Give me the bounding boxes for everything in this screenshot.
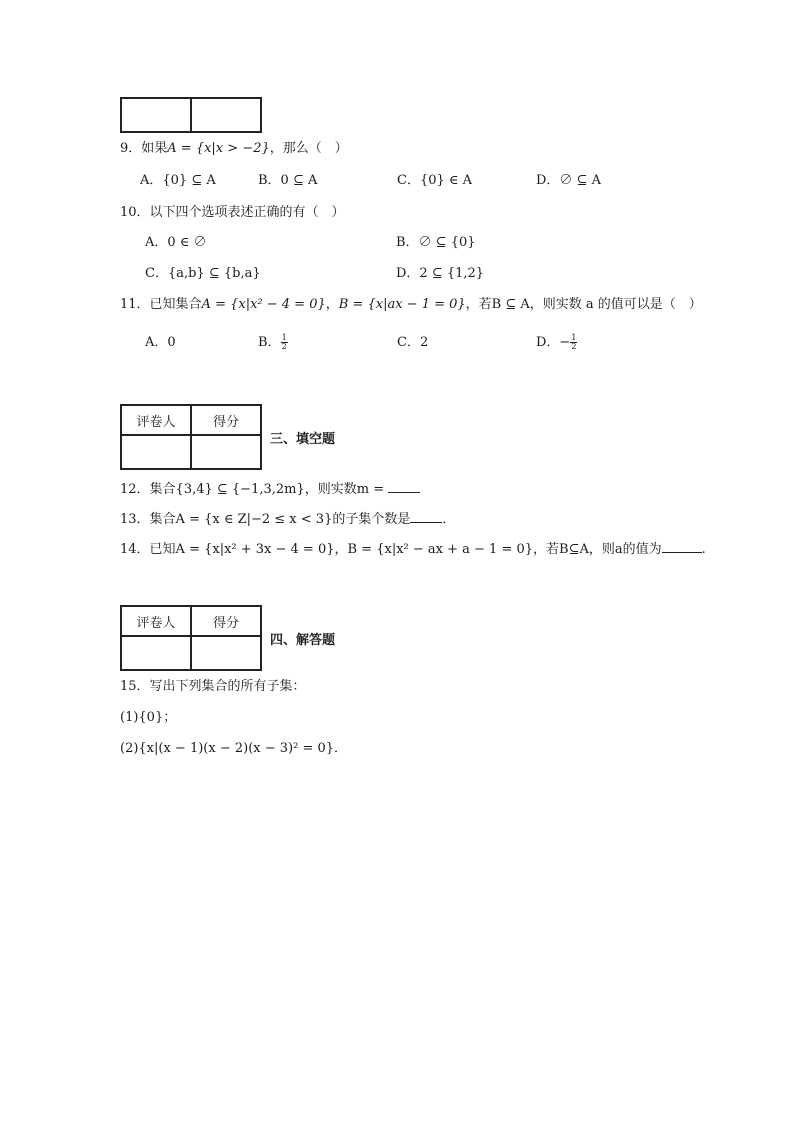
section-3-title: 三、填空题: [270, 432, 336, 447]
q11-option-a: A．0: [145, 335, 176, 350]
q15-part-2: (2){x|(x − 1)(x − 2)(x − 3)² = 0}．: [120, 741, 348, 756]
score-label: 得分: [191, 405, 261, 435]
q11-option-d-fraction: [570, 334, 577, 351]
reviewer-label: 评卷人: [121, 405, 191, 435]
q11-option-c: C．2: [397, 335, 429, 350]
q9-option-d: D．∅ ⊆ A: [536, 173, 601, 188]
question-10: 10．以下四个选项表述正确的有（ ）: [120, 205, 345, 220]
question-13: [120, 508, 455, 529]
q9-tail: ，那么（ ）: [269, 141, 348, 156]
score-table-top: [120, 97, 262, 133]
q15-part-1: (1){0}；: [120, 710, 177, 725]
fraction-denominator: 2: [281, 342, 287, 351]
q14-text: 14．已知A = {x|x² + 3x − 4 = 0}，B = {x|x² − ax + a − 1 = 0}，若B⊆A，则a的值为: [120, 542, 662, 557]
q12-text: 12．集合{3,4} ⊆ {−1,3,2m}，则实数m =: [120, 482, 389, 497]
score-table-section-3: [120, 404, 262, 470]
question-15: 15．写出下列集合的所有子集：: [120, 679, 306, 694]
score-label: 得分: [191, 606, 261, 636]
reviewer-cell: [121, 636, 191, 670]
q11-tail: ，若B ⊆ A，则实数 a 的值可以是（ ）: [465, 297, 702, 312]
q9-option-a: A．{0} ⊆ A: [140, 173, 216, 188]
fraction-numerator: 1: [571, 333, 577, 342]
answer-blank[interactable]: [388, 478, 420, 493]
q11-sep: ，: [325, 297, 339, 312]
q11-stem: 11．已知集合: [120, 297, 202, 312]
q14-end: .: [701, 542, 706, 557]
reviewer-cell: [121, 435, 191, 469]
fraction-numerator: 1: [281, 333, 287, 342]
score-table-section-4: [120, 605, 262, 671]
q9-stem: 9．如果: [120, 141, 168, 156]
q10-option-b: B．∅ ⊆ {0}: [396, 235, 476, 250]
answer-blank[interactable]: [662, 538, 702, 553]
q11-set-b: B = {x|ax − 1 = 0}: [338, 297, 466, 312]
q10-option-d: D．2 ⊆ {1,2}: [396, 266, 485, 281]
q11-option-d: [536, 334, 577, 352]
score-cell: [191, 98, 261, 132]
question-14: [120, 538, 706, 559]
q10-option-c: C．{a,b} ⊆ {b,a}: [145, 266, 261, 281]
question-12: [120, 478, 420, 499]
score-cell: [191, 636, 261, 670]
score-cell: [121, 98, 191, 132]
score-cell: [191, 435, 261, 469]
answer-blank[interactable]: [410, 508, 442, 523]
q11-option-b-fraction: [281, 334, 288, 351]
q13-text: 13．集合A = {x ∈ Z|−2 ≤ x < 3}的子集个数是: [120, 512, 411, 527]
q9-set: A = {x|x > −2}: [167, 141, 270, 156]
question-11: [120, 296, 702, 314]
q10-option-a: A．0 ∈ ∅: [145, 235, 207, 250]
q11-option-d-label: D．−: [536, 335, 571, 350]
q11-option-b: [258, 334, 288, 352]
q13-end: ．: [442, 512, 456, 527]
question-9: [120, 140, 348, 158]
q11-option-b-label: B．: [258, 335, 281, 350]
fraction-denominator: 2: [571, 342, 577, 351]
q11-set-a: A = {x|x² − 4 = 0}: [201, 297, 326, 312]
q9-option-c: C．{0} ∈ A: [397, 173, 473, 188]
q9-option-b: B．0 ⊆ A: [258, 173, 318, 188]
section-4-title: 四、解答题: [270, 633, 336, 648]
reviewer-label: 评卷人: [121, 606, 191, 636]
